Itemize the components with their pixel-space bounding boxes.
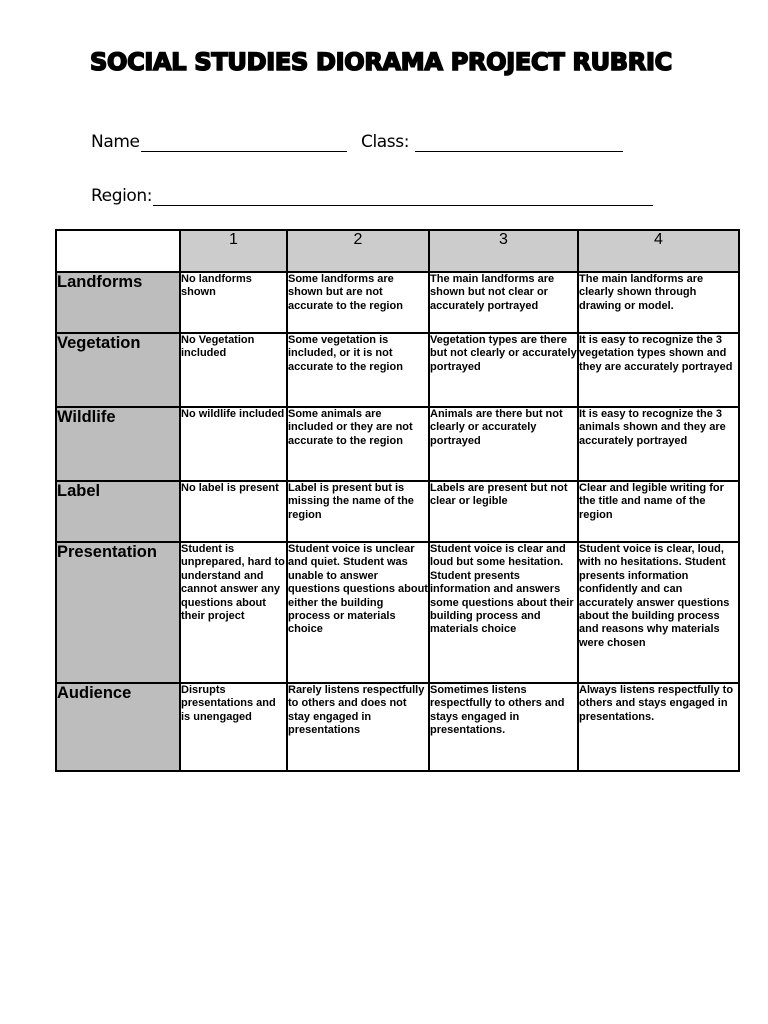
rubric-cell: Labels are present but not clear or legible	[429, 481, 578, 542]
rubric-cell: Rarely listens respectfully to others and does not stay engaged in presentations	[287, 683, 429, 771]
rubric-cell: No wildlife included	[180, 407, 287, 481]
rubric-row-vegetation	[56, 333, 739, 407]
rubric-cell: Some animals are included or they are not accurate to the region	[287, 407, 429, 481]
name-blank-line[interactable]	[141, 137, 347, 152]
name-field	[91, 132, 347, 152]
rubric-cell: The main landforms are shown but not clear or accurately portrayed	[429, 272, 578, 333]
header-corner-cell	[56, 230, 180, 272]
rubric-cell: Student voice is unclear and quiet. Student was unable to answer questions questions about either the building process or materials choice	[287, 542, 429, 683]
score-header: 3	[429, 230, 578, 272]
score-header: 4	[578, 230, 739, 272]
rubric-cell: The main landforms are clearly shown through drawing or model.	[578, 272, 739, 333]
rubric-table	[55, 229, 740, 772]
region-label: Region:	[91, 186, 153, 206]
rubric-cell: Student is unprepared, hard to understand and cannot answer any questions about their project	[180, 542, 287, 683]
criterion-label: Audience	[56, 683, 180, 771]
page-title: SOCIAL STUDIES DIORAMA PROJECT RUBRIC	[90, 48, 672, 76]
rubric-cell: Student voice is clear and loud but some hesitation. Student presents information and answers some questions about their building process and materials choice	[429, 542, 578, 683]
score-header: 2	[287, 230, 429, 272]
rubric-cell: No label is present	[180, 481, 287, 542]
rubric-row-presentation	[56, 542, 739, 683]
class-label: Class:	[361, 132, 410, 152]
rubric-cell: Clear and legible writing for the title and name of the region	[578, 481, 739, 542]
criterion-label: Landforms	[56, 272, 180, 333]
criterion-label: Label	[56, 481, 180, 542]
class-blank-line[interactable]	[415, 137, 623, 152]
rubric-cell: It is easy to recognize the 3 vegetation types shown and they are accurately portrayed	[578, 333, 739, 407]
rubric-row-wildlife	[56, 407, 739, 481]
rubric-cell: Some landforms are shown but are not accurate to the region	[287, 272, 429, 333]
name-label: Name	[91, 132, 140, 152]
criterion-label: Presentation	[56, 542, 180, 683]
rubric-cell: No Vegetation included	[180, 333, 287, 407]
region-field	[91, 186, 653, 206]
rubric-cell: Student voice is clear, loud, with no hesitations. Student presents information confidently and can accurately answer questions about the building process and reasons why materials were chosen	[578, 542, 739, 683]
criterion-label: Wildlife	[56, 407, 180, 481]
rubric-cell: Disrupts presentations and is unengaged	[180, 683, 287, 771]
rubric-cell: Always listens respectfully to others and stays engaged in presentations.	[578, 683, 739, 771]
rubric-cell: Animals are there but not clearly or accurately portrayed	[429, 407, 578, 481]
criterion-label: Vegetation	[56, 333, 180, 407]
rubric-cell: Sometimes listens respectfully to others and stays engaged in presentations.	[429, 683, 578, 771]
rubric-row-label	[56, 481, 739, 542]
score-header: 1	[180, 230, 287, 272]
rubric-cell: Vegetation types are there but not clearly or accurately portrayed	[429, 333, 578, 407]
rubric-cell: It is easy to recognize the 3 animals shown and they are accurately portrayed	[578, 407, 739, 481]
rubric-cell: No landforms shown	[180, 272, 287, 333]
rubric-row-audience	[56, 683, 739, 771]
rubric-cell: Some vegetation is included, or it is not accurate to the region	[287, 333, 429, 407]
score-header-row	[56, 230, 739, 272]
rubric-row-landforms	[56, 272, 739, 333]
region-blank-line[interactable]	[153, 191, 653, 206]
class-field	[361, 132, 623, 152]
rubric-cell: Label is present but is missing the name of the region	[287, 481, 429, 542]
